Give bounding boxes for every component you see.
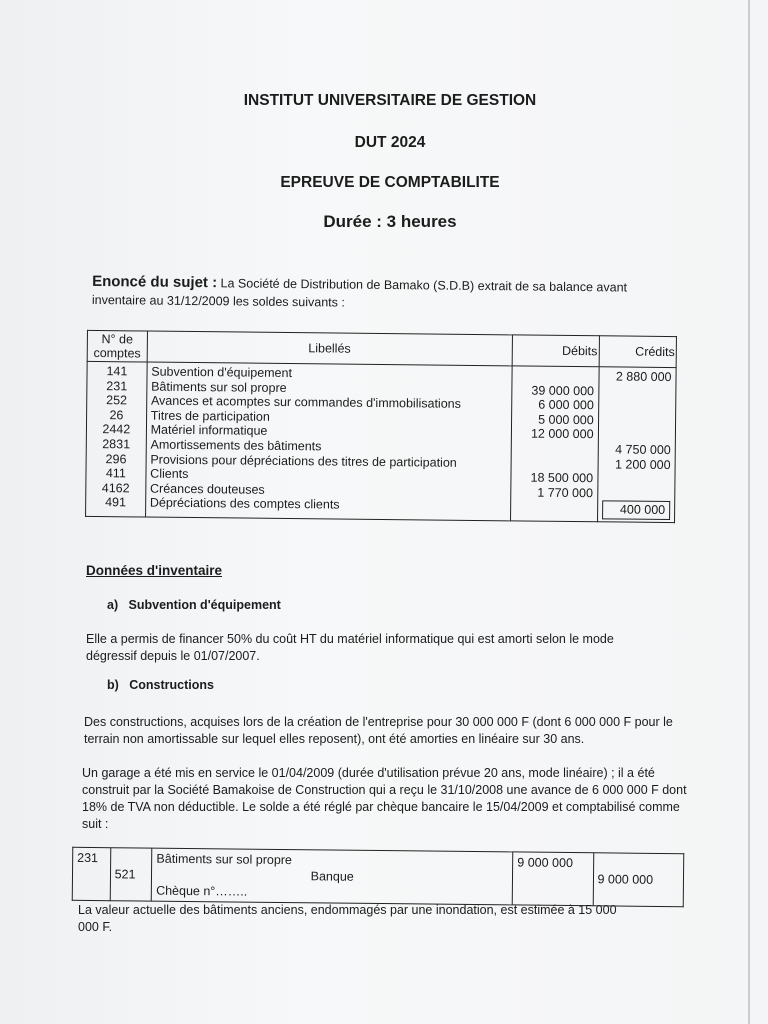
journal-debit-account: 231	[72, 847, 110, 900]
subsection-a-text: Elle a permis de financer 50% du coût HT du matériel informatique qui est amorti selon le mode dégressif depuis le 01/07/2007.	[86, 632, 614, 663]
account-number: 491	[105, 495, 127, 510]
statement	[92, 273, 682, 315]
page-edge	[748, 0, 750, 1024]
subsection-b-text-2: Un garage a été mis en service le 01/04/2009 (durée d'utilisation prévue 20 ans, mode linéaire) ; il a été construit par la Société Bamakoise de Construction qui a reçu le 31/10/2008 une avance de 6 000 000 F dont 18% de TVA non déductible. Le solde a été réglé par chèque bancaire le 15/04/2009 et comptabilisé comme suit :	[82, 766, 687, 831]
journal-entry	[72, 847, 685, 907]
account-number: 2831	[102, 437, 131, 452]
credit-amount	[603, 384, 672, 399]
account-label: Dépréciations des comptes clients	[149, 495, 340, 512]
exam-duration: Durée : 3 heures	[323, 212, 457, 231]
credit-amount	[602, 428, 671, 443]
balance-body-row	[86, 361, 677, 522]
account-label: Provisions pour dépréciations des titres de participation	[150, 452, 457, 470]
account-number: 231	[106, 378, 128, 393]
debit-amount	[515, 500, 593, 515]
inventory-title: Données d'inventaire	[86, 563, 222, 578]
balance-table	[85, 330, 677, 523]
credit-total-box: 400 000	[602, 501, 671, 520]
journal-label-debit: Bâtiments sur sol propre	[156, 851, 293, 868]
account-label: Titres de participation	[150, 408, 270, 424]
journal-labels	[152, 848, 513, 905]
debit-amount	[515, 456, 593, 471]
institution-title: INSTITUT UNIVERSITAIRE DE GESTION	[243, 92, 537, 109]
debit-amount: 1 770 000	[537, 485, 594, 500]
debit-amount: 6 000 000	[538, 397, 594, 413]
debit-amount: 18 500 000	[530, 470, 594, 486]
credit-amount	[602, 486, 671, 501]
journal-debit-amount: 9 000 000	[512, 852, 593, 906]
account-labels	[145, 362, 512, 521]
header-num: N° de comptes	[87, 330, 147, 362]
exam-header	[180, 92, 600, 232]
account-number: 4162	[101, 480, 130, 496]
account-number: 2442	[102, 422, 131, 437]
journal-credit-account: 521	[114, 867, 136, 882]
account-label: Créances douteuses	[150, 481, 265, 497]
debit-amount: 5 000 000	[538, 412, 594, 428]
journal-label-credit: Banque	[310, 869, 354, 884]
account-number: 296	[105, 451, 127, 466]
account-numbers	[86, 361, 147, 517]
account-number: 411	[105, 466, 126, 481]
account-label: Clients	[150, 466, 189, 482]
subsection-a-title: a) Subvention d'équipement	[107, 598, 281, 612]
account-label: Amortissements des bâtiments	[150, 437, 322, 454]
journal-label-note: Chèque n°……..	[156, 883, 248, 899]
debit-amount	[515, 441, 593, 456]
subsection-b-title: b) Constructions	[107, 678, 214, 692]
header-credit: Crédits	[599, 336, 677, 368]
credit-amount	[602, 471, 671, 486]
account-label: Bâtiments sur sol propre	[151, 379, 287, 395]
program-title: DUT 2024	[354, 134, 426, 151]
header-debit: Débits	[512, 335, 599, 367]
journal-credit-account-cell	[110, 848, 152, 901]
debit-amounts	[510, 366, 599, 522]
journal-credit-amount-cell	[593, 853, 684, 907]
account-number: 26	[109, 407, 124, 423]
subsection-b-text-1: Des constructions, acquises lors de la création de l'entreprise pour 30 000 000 F (dont 6 000 000 F pour le terrain non amortissable sur lequel elles reposent), ont été amorties en linéaire sur 30 ans.	[84, 715, 673, 746]
account-label: Subvention d'équipement	[151, 364, 293, 381]
header-label: Libellés	[147, 331, 512, 366]
credit-amount: 2 880 000	[615, 369, 672, 385]
account-number: 252	[106, 393, 128, 408]
credit-amount	[602, 501, 671, 520]
debit-amount: 12 000 000	[530, 426, 594, 442]
account-label: Avances et acomptes sur commandes d'immobilisations	[150, 393, 461, 412]
journal-credit-amount: 9 000 000	[597, 872, 654, 887]
closing-paragraph: La valeur actuelle des bâtiments anciens, endommagés par une inondation, est estimée à 15 000 000 F.	[78, 903, 617, 934]
exam-title: EPREUVE DE COMPTABILITE	[280, 174, 500, 191]
credit-amount	[603, 413, 672, 428]
debit-amount: 39 000 000	[531, 383, 595, 398]
account-number: 141	[106, 364, 128, 379]
credit-amount: 4 750 000	[615, 442, 671, 458]
statement-lead: Enoncé du sujet :	[92, 272, 218, 292]
credit-amount: 1 200 000	[614, 457, 671, 472]
credit-amount	[603, 399, 672, 414]
credit-amounts	[597, 367, 676, 523]
statement-text: La Société de Distribution de Bamako (S.D.B) extrait de sa balance avant inventaire au 31/12/2009 les soldes suivants :	[91, 276, 628, 310]
journal-row	[72, 847, 684, 906]
account-label: Matériel informatique	[150, 422, 268, 439]
debit-amount	[516, 368, 594, 383]
